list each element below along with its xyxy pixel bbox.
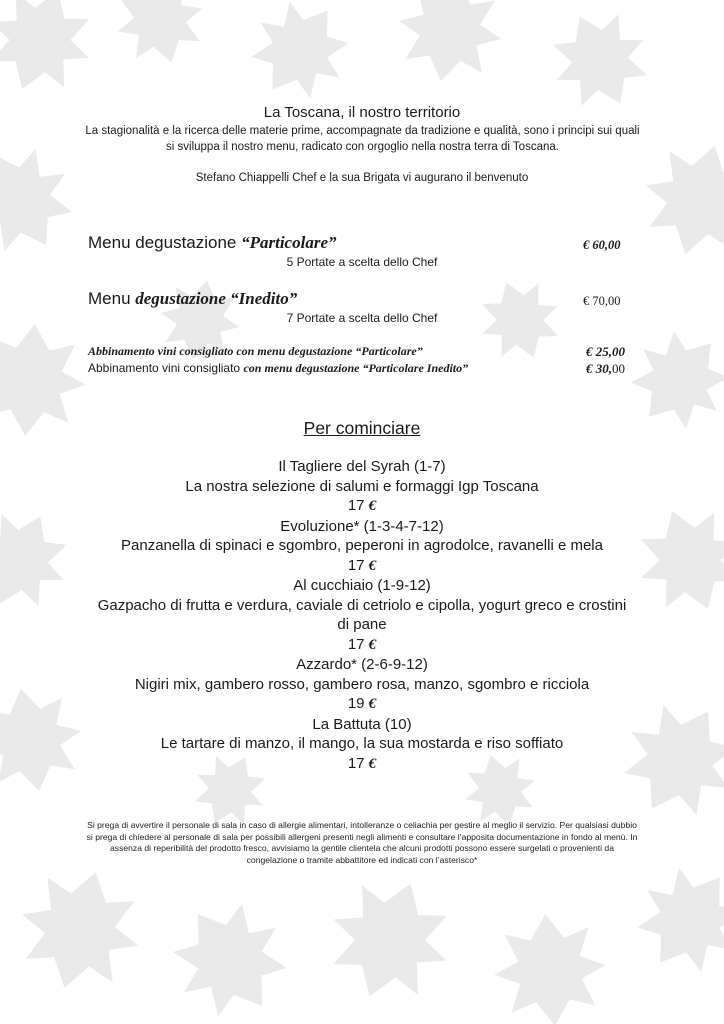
list-item [90,457,634,517]
list-item [90,715,634,775]
menu-inedito-title: Menu degustazione “Inedito” [88,289,298,308]
dish-name: Evoluzione* (1-3-4-7-12) [280,517,444,535]
dish-price: 17 € [347,754,377,772]
dish-price: 17 € [347,497,377,514]
dish-price: 19 € [347,695,377,712]
dish-name: Il Tagliere del Syrah (1-7) [278,458,446,475]
menu-particolare-subtitle: 5 Portate a scelta dello Chef [286,255,438,269]
list-item [90,576,634,655]
wine-pairing-inedito-price: € 30,00 [586,361,625,376]
dish-name: Azzardo* (2-6-9-12) [296,656,428,673]
dish-description: La nostra selezione di salumi e formaggi Igp Toscana [185,477,539,495]
dish-name: La Battuta (10) [312,715,412,733]
dish-description: Le tartare di manzo, il mango, la sua mostarda e riso soffiato [160,735,564,752]
wine-pairing-inedito: Abbinamento vini consigliato con menu degustazione “Particolare Inedito” [88,361,469,375]
intro-text: La stagionalità e la ricerca delle materie prime, accompagnate da tradizione e qualità, sono i principi sui quali si sviluppa il nostro menu, radicato con orgoglio nella nostra terra di Toscana. [85,125,640,153]
dish-price: 17 € [347,556,377,574]
allergy-note: Si prega di avvertire il personale di sala in caso di allergie alimentari, intolleranze o celiachia per gestire al meglio il servizio. Per qualsiasi dubbio si prega di chiedere al personale di sala per possibili allergeni presenti negli alimenti e consultare l’apposita documentazione in fondo al menù. In assenza di reperibilità del prodotto fresco, avvisiamo la gentile clientela che alcuni prodotti possono essere surgelati o provenienti da congelazione o tramite abbattitore ed indicati con l’asterisco* [86,820,638,865]
wine-pairing-particolare: Abbinamento vini consigliato con menu degustazione “Particolare” [88,344,423,358]
dish-description: Nigiri mix, gambero rosso, gambero rosa, manzo, sgombro e ricciola [134,675,590,693]
wine-pairing-particolare-price: € 25,00 [586,344,625,359]
dish-name: Al cucchiaio (1-9-12) [293,577,431,594]
menu-particolare-title: Menu degustazione “Particolare” [88,233,337,252]
intro-title: La Toscana, il nostro territorio [263,104,461,121]
dish-description: Panzanella di spinaci e sgombro, peperoni in agrodolce, ravanelli e mela [121,537,603,554]
list-item [90,517,634,577]
menu-particolare-price: € 60,00 [583,238,621,252]
menu-inedito-price: € 70,00 [583,294,621,308]
dish-price: 17 € [347,635,377,653]
list-item [90,655,634,715]
menu-inedito-subtitle: 7 Portate a scelta dello Chef [286,311,438,325]
section-title: Per cominciare [303,418,421,438]
chef-welcome: Stefano Chiappelli Chef e la sua Brigata vi augurano il benvenuto [195,172,529,184]
dish-description: Gazpacho di frutta e verdura, caviale di cetriolo e cipolla, yogurt greco e crostini di pane [97,596,627,633]
dish-list [90,457,634,774]
